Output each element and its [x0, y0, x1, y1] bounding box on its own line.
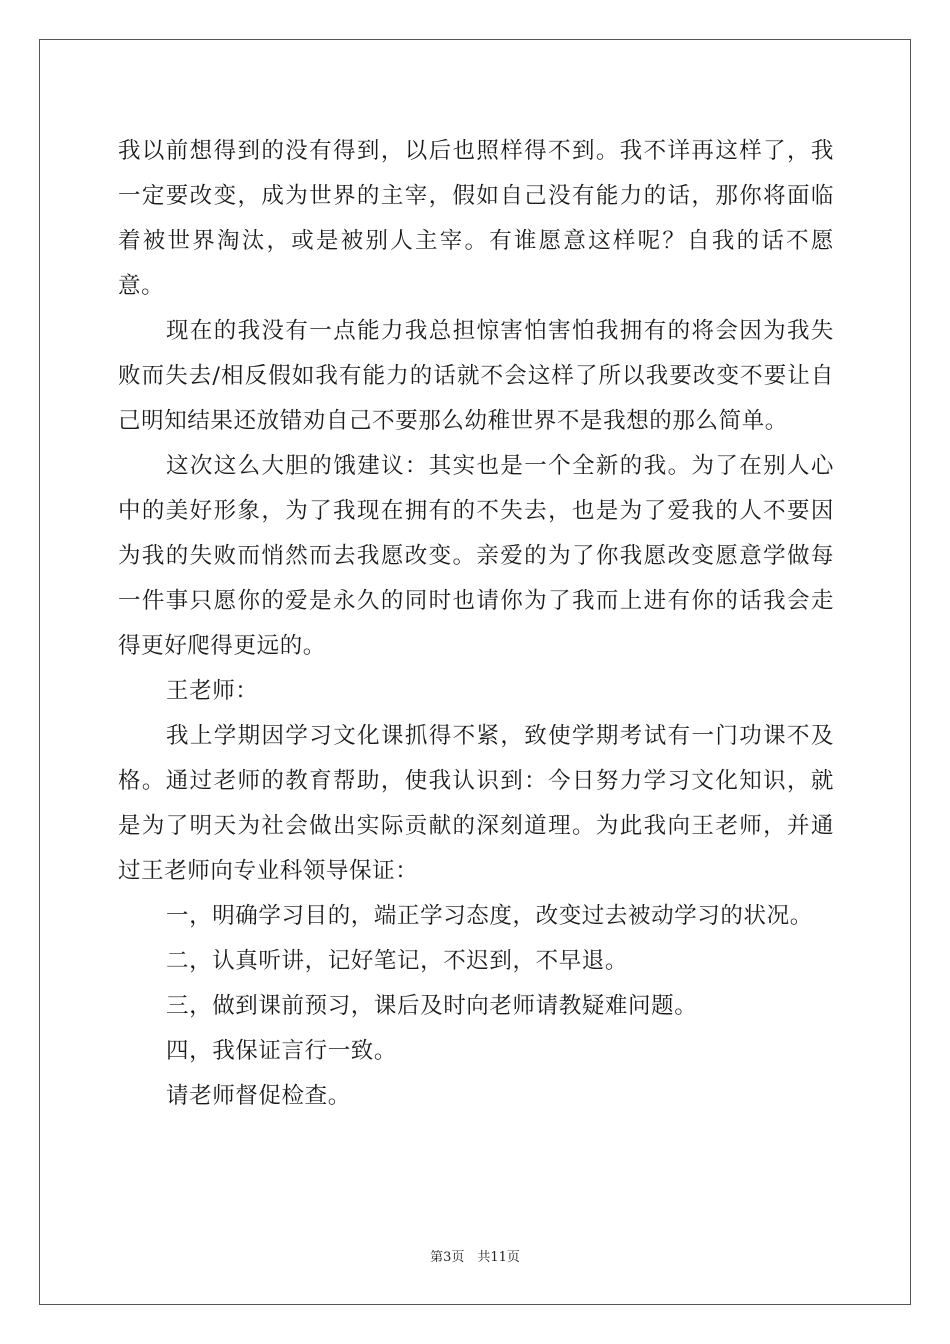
paragraph-5: 我上学期因学习文化课抓得不紧，致使学期考试有一门功课不及格。通过老师的教育帮助，使我认识到：今日努力学习文化知识，就是为了明天为社会做出实际贡献的深刻道理。为此我向王老师，并通过王老师向专业科领导保证： — [118, 723, 834, 884]
pledge-item-4: 四，我保证言行一致。 — [166, 1038, 398, 1064]
page-number: 第3页 共11页 — [430, 1250, 520, 1265]
salutation: 王老师： — [166, 678, 259, 704]
paragraph-2: 现在的我没有一点能力我总担惊害怕害怕我拥有的将会因为我失败而失去/相反假如我有能力的话就不会这样了所以我要改变不要让自己明知结果还放错劝自己不要那么幼稚世界不是我想的那么简单。 — [118, 318, 834, 434]
paragraph-1: 我以前想得到的没有得到，以后也照样得不到。我不详再这样了，我一定要改变，成为世界的主宰，假如自己没有能力的话，那你将面临着被世界淘汰，或是被别人主宰。有谁愿意这样呢？自我的话不愿意。 — [118, 138, 834, 299]
document-body — [118, 129, 834, 1119]
pledge-item-1: 一，明确学习目的，端正学习态度，改变过去被动学习的状况。 — [166, 903, 813, 929]
closing-line: 请老师督促检查。 — [166, 1083, 351, 1109]
pledge-item-2: 二，认真听讲，记好笔记，不迟到，不早退。 — [166, 948, 629, 974]
paragraph-3: 这次这么大胆的饿建议：其实也是一个全新的我。为了在别人心中的美好形象，为了我现在拥有的不失去，也是为了爱我的人不要因为我的失败而悄然而去我愿改变。亲爱的为了你我愿改变愿意学做每一件事只愿你的爱是永久的同时也请你为了我而上进有你的话我会走得更好爬得更远的。 — [118, 453, 834, 659]
pledge-item-3: 三，做到课前预习，课后及时向老师请教疑难问题。 — [166, 993, 698, 1019]
